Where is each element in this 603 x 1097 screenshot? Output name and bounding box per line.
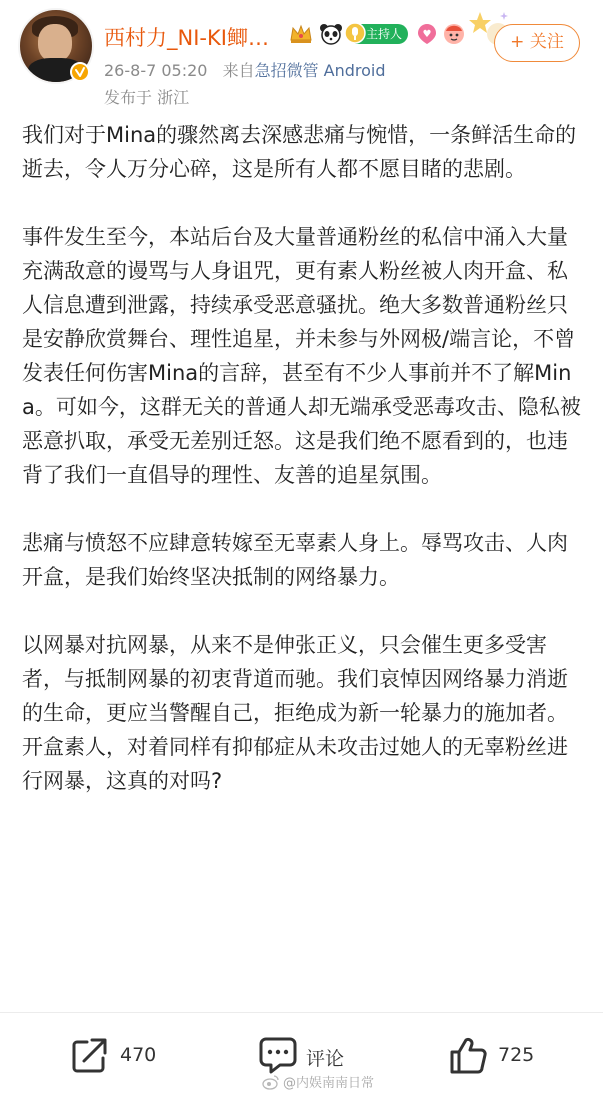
svg-text:♥: ♥ <box>422 29 432 40</box>
post-body <box>22 118 587 798</box>
source-prefix: 来自 <box>222 61 255 80</box>
post-header <box>0 0 603 112</box>
vip-icon <box>416 22 438 50</box>
like-icon <box>448 1035 488 1075</box>
like-count: 725 <box>498 1044 535 1066</box>
verified-badge-icon <box>70 62 90 82</box>
like-button[interactable] <box>448 1035 548 1075</box>
username[interactable]: 西村力_NI-KI鲫… <box>104 26 269 50</box>
crown-icon <box>288 22 314 50</box>
repost-count: 470 <box>120 1044 157 1066</box>
comment-label: 评论 <box>306 1048 345 1070</box>
post-paragraph: 以网暴对抗网暴，从来不是伸张正义，只会催生更多受害者，与抵制网暴的初衷背道而驰。我们哀悼因网络暴力消逝的生命，更应当警醒自己，拒绝成为新一轮暴力的施加者。开盒素人，对着同样有抑郁症从未攻击过她人的无辜粉丝进行网暴，这真的对吗? <box>22 633 568 793</box>
panda-icon <box>318 22 344 50</box>
host-badge-icon <box>344 20 366 46</box>
comment-button[interactable] <box>258 1035 358 1075</box>
post-paragraph: 悲痛与愤怒不应肆意转嫁至无辜素人身上。辱骂攻击、人肉开盒，是我们始终坚决抵制的网络暴力。 <box>22 531 568 589</box>
follow-button[interactable]: + 关注 <box>494 24 580 62</box>
location: 发布于 浙江 <box>104 88 190 107</box>
timestamp: 26-8-7 05:20 <box>104 61 208 80</box>
post-paragraph: 事件发生至今，本站后台及大量普通粉丝的私信中涌入大量充满敌意的谩骂与人身诅咒，更有素人粉丝被人肉开盒、私人信息遭到泄露，持续承受恶意骚扰。绝大多数普通粉丝只是安静欣赏舞台、理性追星，并未参与外网极/端言论，不曾发表任何伤害Mina的言辞，甚至有不少人事前并不了解Mina。可如今，这群无关的普通人却无端承受恶毒攻击、隐私被恶意扒取，承受无差别迁怒。这是我们绝不愿看到的，也违背了我们一直倡导的理性、友善的追星氛围。 <box>22 225 581 487</box>
watermark <box>262 1072 374 1091</box>
weibo-logo-icon <box>262 1074 280 1090</box>
post-paragraph: 我们对于Mina的骤然离去深感悲痛与惋惜，一条鲜活生命的逝去，令人万分心碎，这是所有人都不愿目睹的悲剧。 <box>22 123 577 181</box>
host-badge <box>348 24 408 44</box>
post-meta <box>104 58 386 81</box>
emoji-icon <box>442 22 466 50</box>
repost-button[interactable] <box>70 1035 180 1075</box>
comment-icon <box>258 1035 298 1075</box>
avatar-face <box>38 24 72 62</box>
repost-icon <box>70 1035 110 1075</box>
watermark-text: @内娱南南日常 <box>283 1076 375 1091</box>
source-link[interactable]: 急招微管 Android <box>254 61 386 80</box>
host-badge-label: 主持人 <box>366 27 403 41</box>
